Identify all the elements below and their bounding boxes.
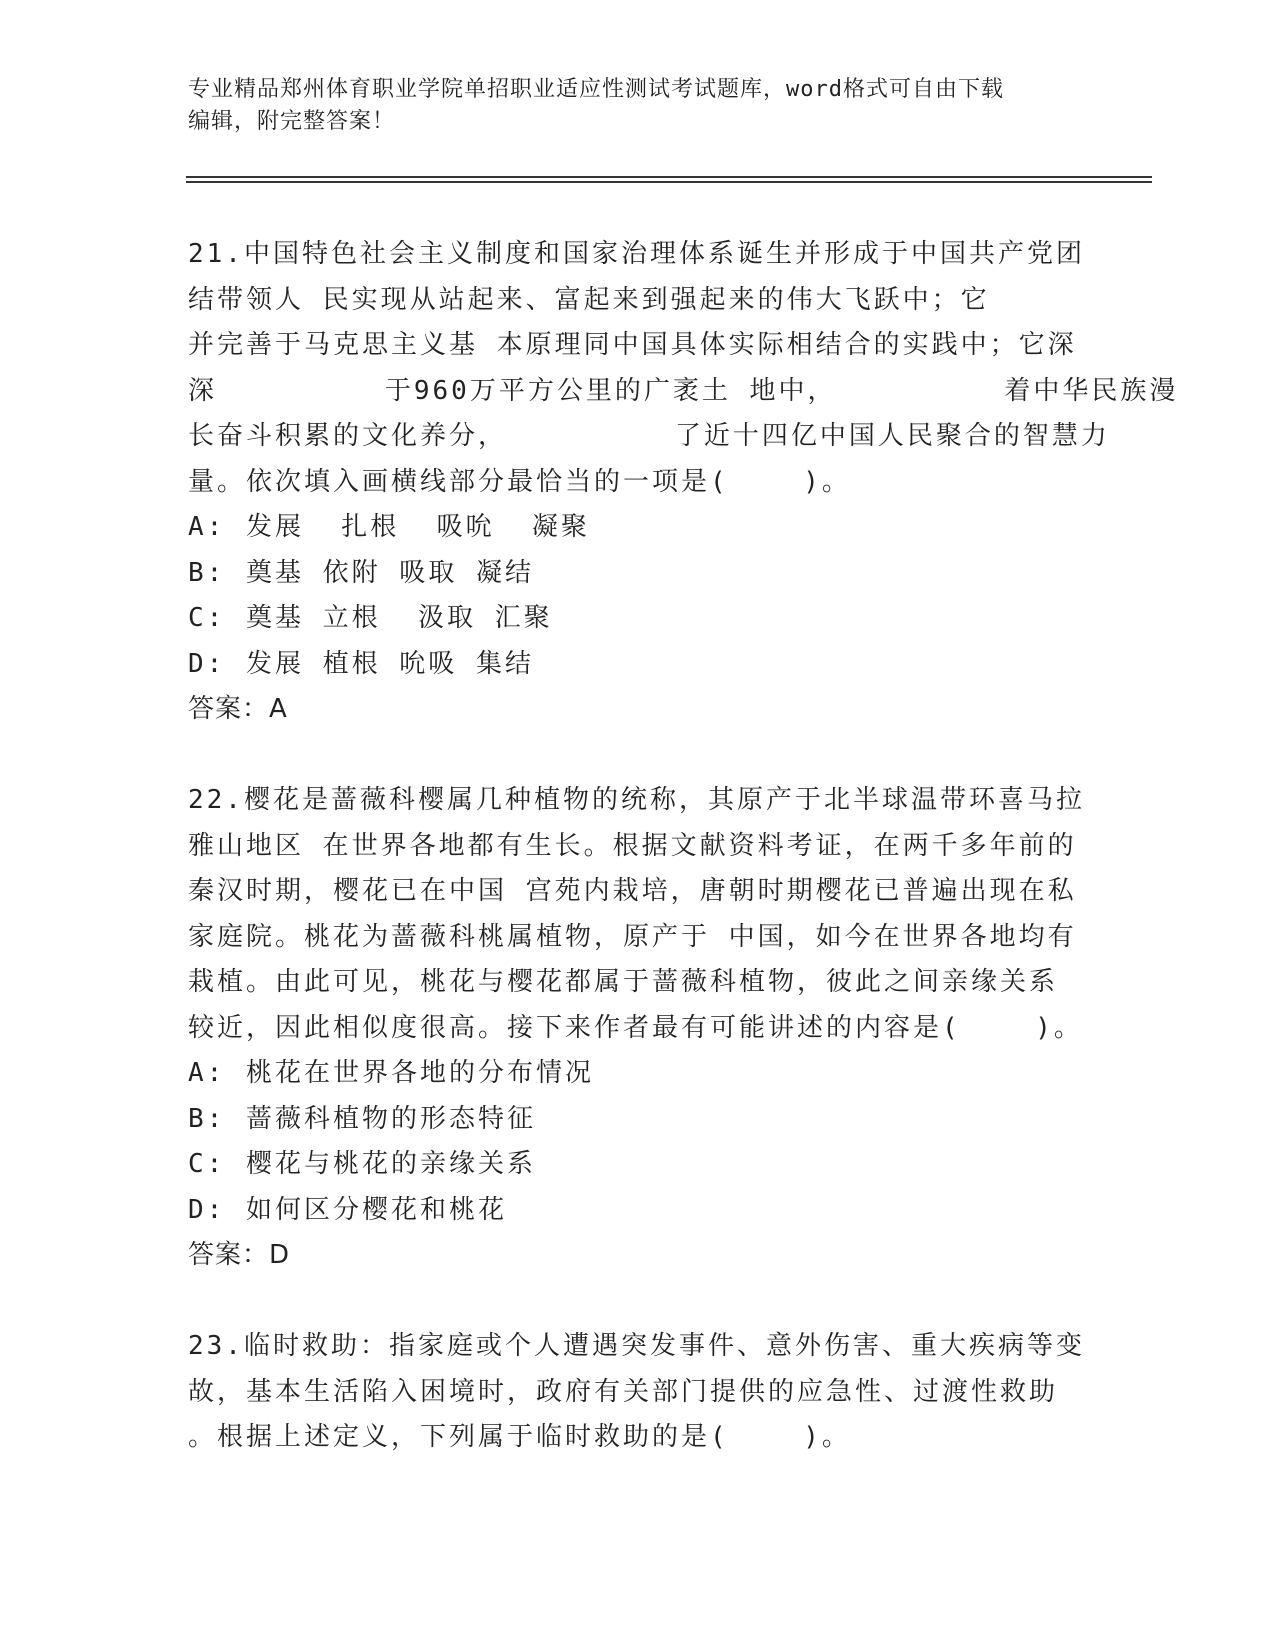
option-text: 桃花在世界各地的分布情况	[246, 1058, 595, 1088]
option-text: 奠基 立根 汲取 汇聚	[246, 603, 553, 633]
question-line: 雅山地区 在世界各地都有生长。根据文献资料考证，在两千多年前的	[188, 830, 1077, 861]
question-line: 栽植。由此可见，桃花与樱花都属于蔷薇科植物，彼此之间亲缘关系	[188, 967, 1059, 997]
question-list	[188, 232, 1179, 1461]
question-line: 较近，因此相似度很高。接下来作者最有可能讲述的内容是( )。	[188, 1012, 1083, 1043]
question-22	[188, 778, 1088, 1279]
header-rule-top	[186, 176, 1152, 178]
question-line: 并完善于马克思主义基 本原理同中国具体实际相结合的实践中；它深	[188, 330, 1077, 360]
option-text: 樱花与桃花的亲缘关系	[246, 1149, 537, 1179]
header-line-2: 编辑，附完整答案！	[188, 109, 396, 134]
question-line: 结带领人 民实现从站起来、富起来到强起来的伟大飞跃中；它	[188, 284, 990, 315]
question-line: 。根据上述定义，下列属于临时救助的是( )。	[188, 1422, 851, 1452]
question-line: 22.樱花是蔷薇科樱属几种植物的统称，其原产于北半球温带环喜马拉	[188, 785, 1085, 815]
option-letter: A:	[188, 1058, 226, 1088]
page-header	[188, 74, 1068, 138]
question-line: 23.临时救助：指家庭或个人遭遇突发事件、意外伤害、重大疾病等变	[188, 1331, 1085, 1361]
option-b	[188, 551, 1088, 597]
question-line: 21.中国特色社会主义制度和国家治理体系诞生并形成于中国共产党团	[188, 239, 1085, 269]
question-gap	[188, 733, 1088, 779]
question-line: 故，基本生活陷入困境时，政府有关部门提供的应急性、过渡性救助	[188, 1376, 1059, 1407]
header-rule-bottom	[186, 181, 1152, 183]
question-line: 家庭院。桃花为蔷薇科桃属植物，原产于 中国，如今在世界各地均有	[188, 921, 1077, 952]
option-c	[188, 1142, 1088, 1188]
option-b	[188, 1097, 1088, 1143]
question-gap	[188, 1279, 1088, 1325]
option-letter: B:	[188, 557, 226, 588]
question-line: 量。依次填入画横线部分最恰当的一项是( )。	[188, 466, 851, 497]
option-d	[188, 1188, 1088, 1234]
question-line: 长奋斗积累的文化养分， 了近十四亿中国人民聚合的智慧力	[188, 421, 1110, 451]
option-letter: C:	[188, 1149, 226, 1179]
question-line: 深 于960万平方公里的广袤土 地中， 着中华民族漫	[188, 375, 1179, 406]
answer-line: 答案：A	[188, 694, 288, 724]
question-line: 秦汉时期，樱花已在中国 宫苑内栽培，唐朝时期樱花已普遍出现在私	[188, 876, 1077, 906]
option-d	[188, 642, 1088, 688]
option-letter: C:	[188, 603, 226, 633]
option-a	[188, 1051, 1088, 1097]
option-letter: B:	[188, 1103, 226, 1134]
option-letter: A:	[188, 512, 226, 542]
header-line-1: 专业精品郑州体育职业学院单招职业适应性测试考试题库，word格式可自由下载	[188, 77, 1004, 102]
option-text: 蔷薇科植物的形态特征	[246, 1103, 537, 1134]
option-text: 发展 植根 吮吸 集结	[246, 648, 534, 679]
option-letter: D:	[188, 1194, 226, 1225]
option-a	[188, 505, 1088, 551]
option-text: 如何区分樱花和桃花	[246, 1194, 508, 1225]
option-c	[188, 596, 1088, 642]
option-text: 发展 扎根 吸吮 凝聚	[246, 512, 590, 542]
answer-line: 答案：D	[188, 1240, 291, 1270]
option-text: 奠基 依附 吸取 凝结	[246, 557, 534, 588]
option-letter: D:	[188, 648, 226, 679]
question-23	[188, 1324, 1088, 1461]
question-21	[188, 232, 1179, 733]
